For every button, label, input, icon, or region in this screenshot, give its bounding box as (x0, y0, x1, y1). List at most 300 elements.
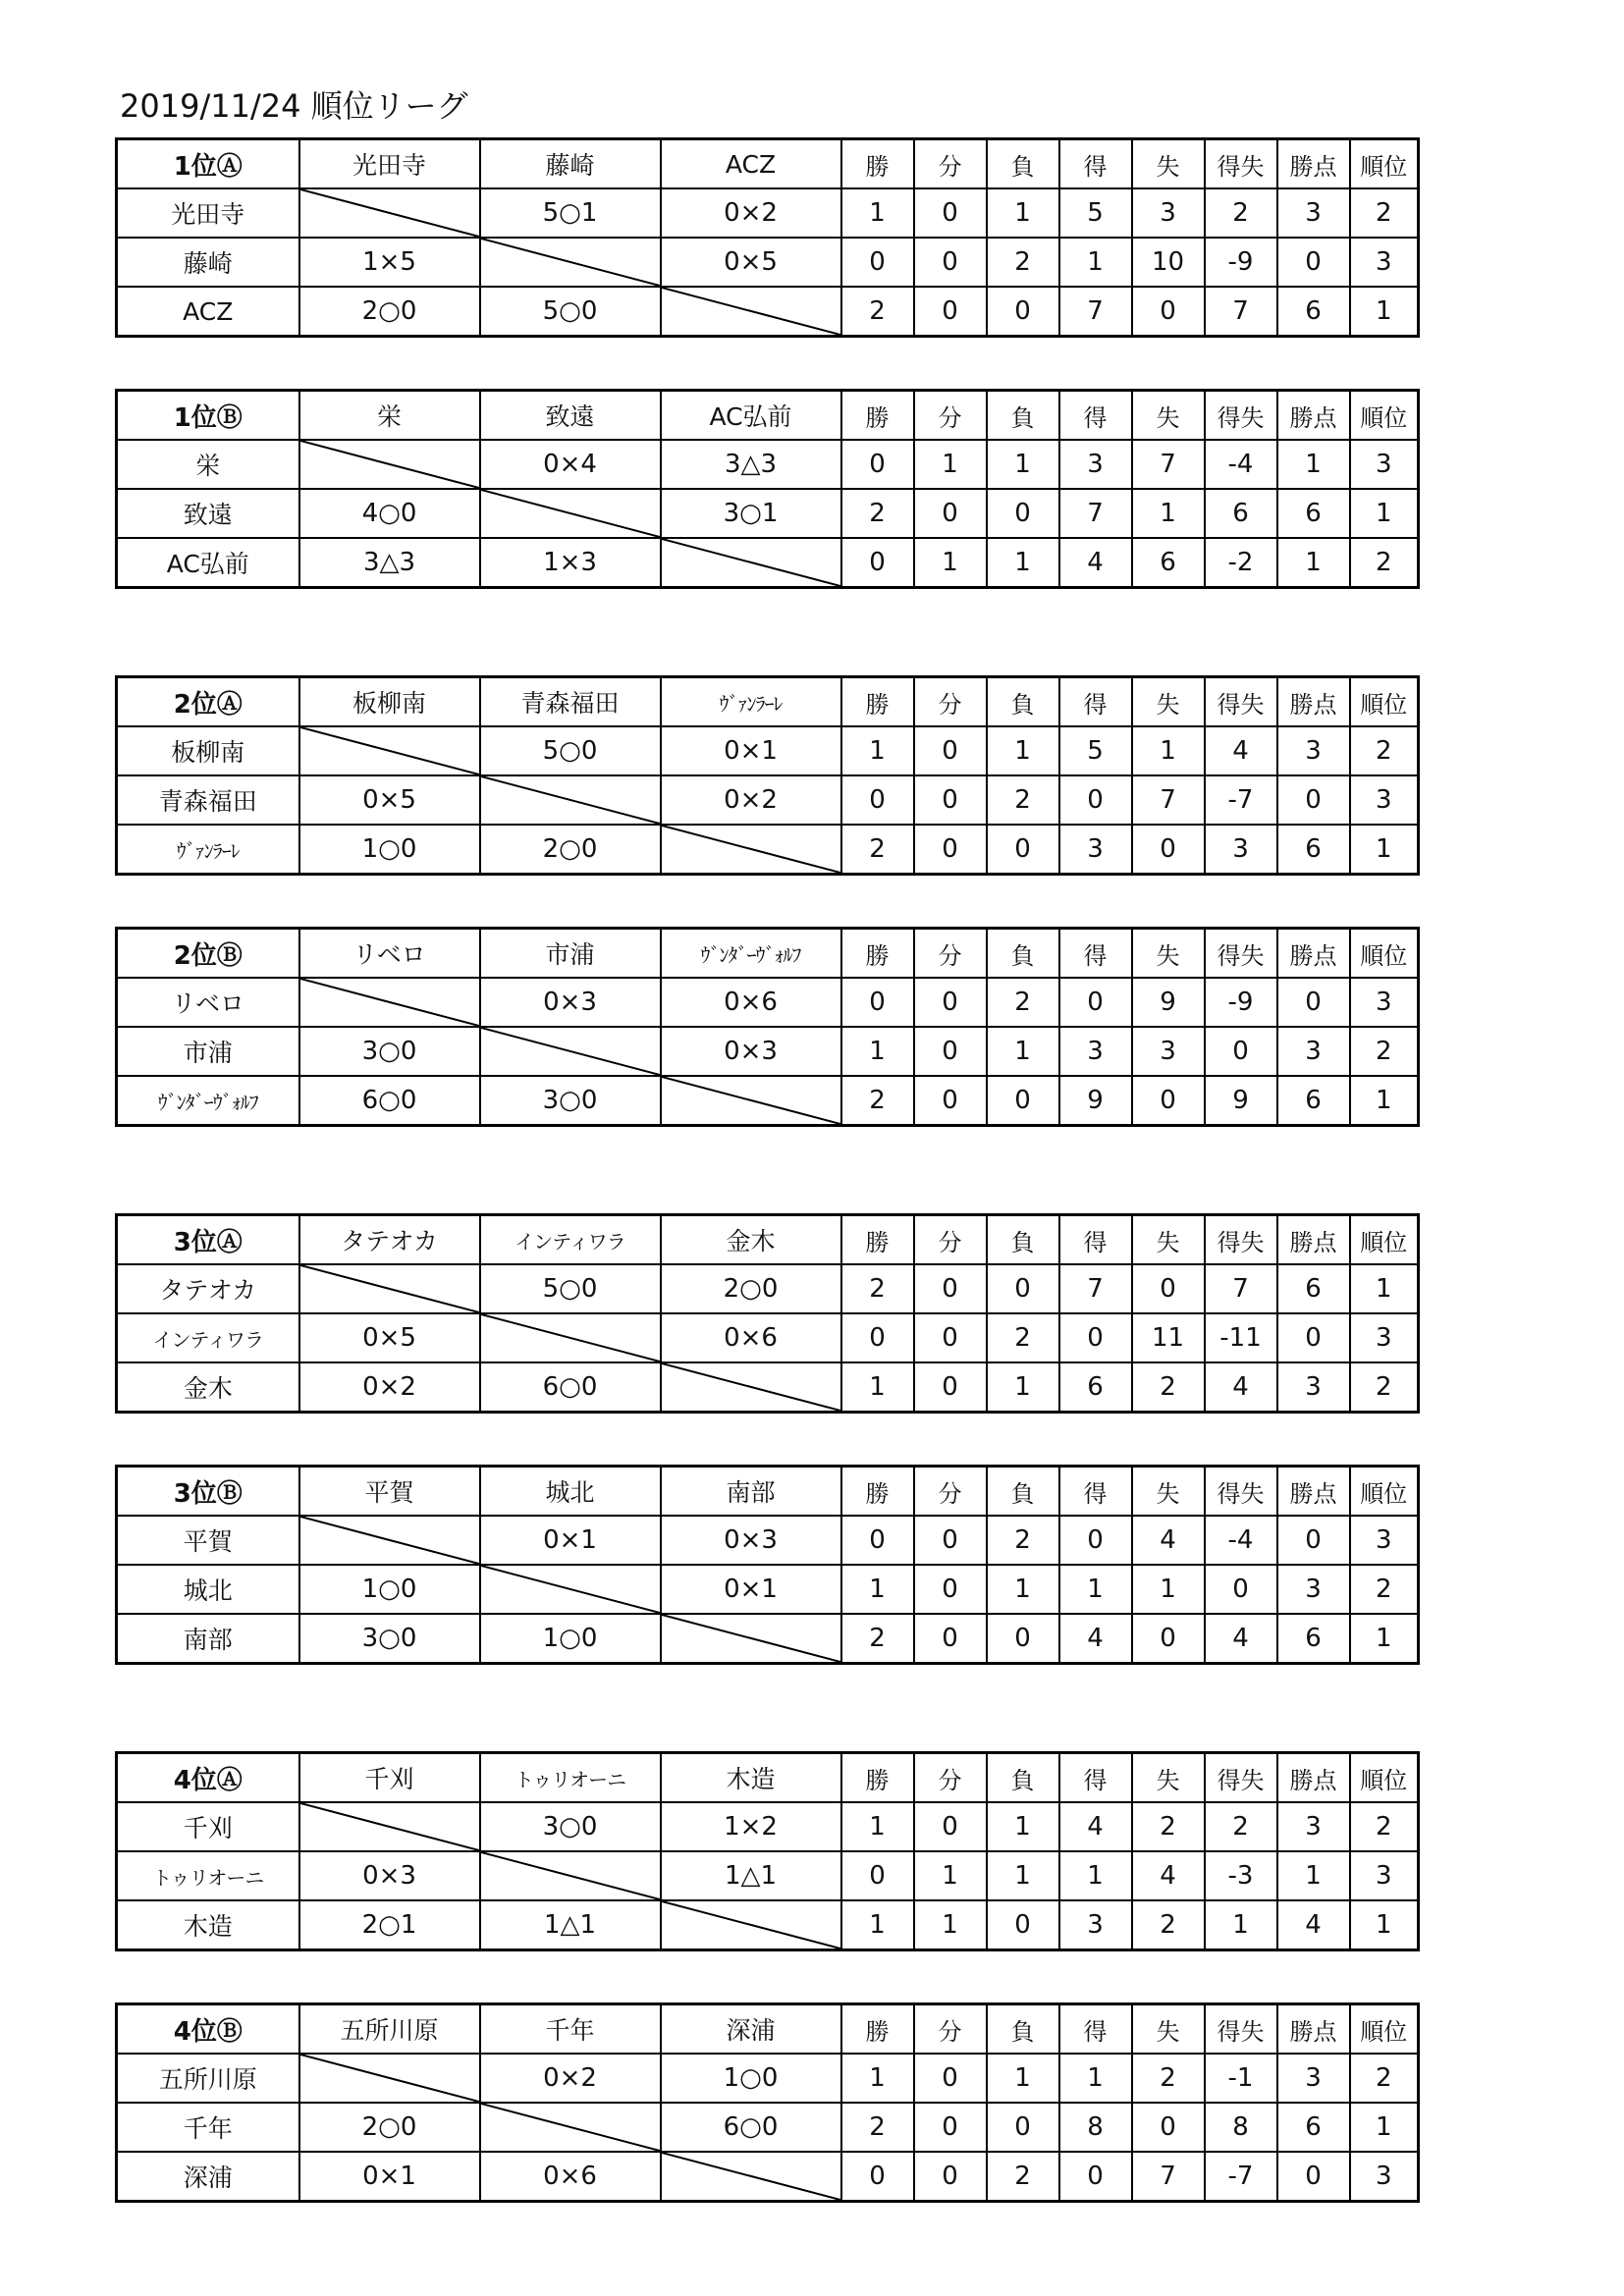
team-header: 青森福田 (480, 677, 661, 727)
stat-header: 得失 (1205, 391, 1277, 441)
stat-value: -4 (1205, 440, 1277, 489)
stat-header: 負 (987, 929, 1059, 979)
match-result: 1△1 (480, 1900, 661, 1950)
table-row (117, 238, 1419, 287)
row-team-name: リベロ (117, 978, 299, 1027)
match-result: 3△3 (661, 440, 841, 489)
stat-value: 0 (1059, 978, 1132, 1027)
diagonal-line (481, 2104, 660, 2151)
stat-value: 0 (914, 1076, 987, 1126)
stat-value: 4 (1205, 1362, 1277, 1413)
stat-value: 1 (1350, 1076, 1419, 1126)
row-team-name: 板柳南 (117, 726, 299, 775)
stat-header: 分 (914, 1215, 987, 1265)
diagonal-line (300, 1265, 479, 1312)
stat-value: 0 (1205, 1027, 1277, 1076)
match-result: 2○0 (480, 825, 661, 875)
match-result: 5○0 (480, 726, 661, 775)
stat-value: 0 (1277, 238, 1350, 287)
diagonal-line (481, 1028, 660, 1075)
stat-header: 失 (1132, 139, 1205, 189)
row-team-name: 千年 (117, 2103, 299, 2152)
stat-header: 勝 (841, 139, 914, 189)
match-result: 6○0 (299, 1076, 480, 1126)
stat-header: 得 (1059, 929, 1132, 979)
stat-value: 2 (987, 238, 1059, 287)
stat-value: 6 (1277, 825, 1350, 875)
stat-value: 5 (1059, 188, 1132, 238)
stat-header: 勝 (841, 391, 914, 441)
diagonal-line (662, 1901, 840, 1949)
stat-value: 0 (1059, 1313, 1132, 1362)
stat-value: 3 (1350, 440, 1419, 489)
match-result: 5○1 (480, 188, 661, 238)
stat-value: 0 (914, 1362, 987, 1413)
stat-value: 0 (1059, 1516, 1132, 1565)
team-header: 光田寺 (299, 139, 480, 189)
stat-value: 1 (987, 538, 1059, 588)
match-result: 6○0 (480, 1362, 661, 1413)
stat-header: 失 (1132, 929, 1205, 979)
match-result: 0×2 (661, 188, 841, 238)
stat-header: 勝 (841, 1467, 914, 1517)
team-header: 南部 (661, 1467, 841, 1517)
diagonal-line (481, 239, 660, 286)
stat-value: 1 (987, 1851, 1059, 1900)
stat-value: 0 (1277, 1313, 1350, 1362)
row-team-name: 平賀 (117, 1516, 299, 1565)
stat-header: 順位 (1350, 1467, 1419, 1517)
stat-header: 分 (914, 1467, 987, 1517)
diagonal-line (300, 1803, 479, 1850)
row-team-name: タテオカ (117, 1264, 299, 1313)
match-result: 0×2 (299, 1362, 480, 1413)
match-result: 1○0 (299, 1565, 480, 1614)
team-header: ｳﾞﾝﾀﾞｰｳﾞｫﾙﾌ (661, 929, 841, 979)
stat-value: -11 (1205, 1313, 1277, 1362)
stat-value: 1 (914, 538, 987, 588)
team-header: インティワラ (480, 1215, 661, 1265)
stat-value: 0 (1277, 2152, 1350, 2202)
stat-value: -3 (1205, 1851, 1277, 1900)
stat-value: 1 (914, 440, 987, 489)
stat-value: 6 (1277, 2103, 1350, 2152)
match-result: 2○0 (661, 1264, 841, 1313)
row-team-name: 千刈 (117, 1802, 299, 1851)
group-label: 4位Ⓑ (117, 2004, 299, 2055)
stat-value: 1 (1350, 825, 1419, 875)
stat-header: 勝点 (1277, 1215, 1350, 1265)
match-result: 1△1 (661, 1851, 841, 1900)
stat-header: 得 (1059, 2004, 1132, 2055)
stat-header: 勝点 (1277, 1467, 1350, 1517)
match-result: 0×1 (661, 1565, 841, 1614)
stat-value: 5 (1059, 726, 1132, 775)
stat-value: 6 (1277, 1614, 1350, 1664)
stat-value: 7 (1132, 2152, 1205, 2202)
stat-value: 2 (841, 489, 914, 538)
stat-value: -2 (1205, 538, 1277, 588)
stat-header: 得失 (1205, 2004, 1277, 2055)
self-match-cell (661, 825, 841, 875)
row-team-name: 金木 (117, 1362, 299, 1413)
league-table (115, 1465, 1420, 1665)
stat-value: 2 (1350, 2054, 1419, 2103)
table-row (117, 726, 1419, 775)
stat-value: 3 (1277, 188, 1350, 238)
team-header: 城北 (480, 1467, 661, 1517)
stat-value: 0 (987, 2103, 1059, 2152)
stat-value: 6 (1277, 1264, 1350, 1313)
stat-value: 1 (1350, 1900, 1419, 1950)
stat-header: 順位 (1350, 139, 1419, 189)
stat-value: 3 (1059, 1027, 1132, 1076)
match-result: 3○0 (299, 1614, 480, 1664)
stat-value: 1 (1277, 440, 1350, 489)
match-result: 0×3 (480, 978, 661, 1027)
self-match-cell (480, 1851, 661, 1900)
diagonal-line (662, 1615, 840, 1662)
stat-header: 失 (1132, 1215, 1205, 1265)
stat-header: 失 (1132, 2004, 1205, 2055)
stat-value: 1 (1132, 489, 1205, 538)
stat-value: -9 (1205, 238, 1277, 287)
match-result: 2○1 (299, 1900, 480, 1950)
table-row (117, 1900, 1419, 1950)
stat-value: 0 (1132, 1076, 1205, 1126)
stat-value: 1 (1059, 2054, 1132, 2103)
stat-header: 勝点 (1277, 677, 1350, 727)
self-match-cell (480, 775, 661, 825)
self-match-cell (661, 287, 841, 337)
self-match-cell (661, 538, 841, 588)
stat-value: 0 (987, 1264, 1059, 1313)
stat-value: 6 (1205, 489, 1277, 538)
stat-header: 勝点 (1277, 2004, 1350, 2055)
stat-value: 1 (1350, 287, 1419, 337)
team-header: 千刈 (299, 1753, 480, 1803)
table-row (117, 1565, 1419, 1614)
stat-value: 1 (987, 188, 1059, 238)
group-label: 3位Ⓐ (117, 1215, 299, 1265)
stat-value: 0 (987, 825, 1059, 875)
match-result: 0×3 (661, 1027, 841, 1076)
stat-value: 0 (841, 978, 914, 1027)
table-header-row (117, 1215, 1419, 1265)
match-result: 0×6 (661, 978, 841, 1027)
stat-value: 0 (914, 2152, 987, 2202)
table-row (117, 978, 1419, 1027)
stat-value: 3 (1205, 825, 1277, 875)
row-team-name: ｳﾞﾝﾀﾞｰｳﾞｫﾙﾌ (117, 1076, 299, 1126)
self-match-cell (480, 1565, 661, 1614)
stat-value: -7 (1205, 2152, 1277, 2202)
self-match-cell (299, 2054, 480, 2103)
stat-value: 1 (1350, 1264, 1419, 1313)
stat-header: 失 (1132, 391, 1205, 441)
stat-value: 4 (1205, 726, 1277, 775)
team-header: トゥリオーニ (480, 1753, 661, 1803)
team-header: ACZ (661, 139, 841, 189)
match-result: 6○0 (661, 2103, 841, 2152)
team-header: 千年 (480, 2004, 661, 2055)
league-table (115, 1213, 1420, 1414)
stat-header: 得 (1059, 139, 1132, 189)
group-label: 3位Ⓑ (117, 1467, 299, 1517)
stat-value: 0 (1205, 1565, 1277, 1614)
stat-value: 0 (987, 1614, 1059, 1664)
stat-header: 勝 (841, 1753, 914, 1803)
stat-value: 2 (841, 825, 914, 875)
group-label: 2位Ⓐ (117, 677, 299, 727)
diagonal-line (662, 1363, 840, 1411)
stat-value: 0 (841, 1851, 914, 1900)
match-result: 1○0 (480, 1614, 661, 1664)
stat-value: 0 (1059, 775, 1132, 825)
match-result: 0×1 (661, 726, 841, 775)
stat-header: 負 (987, 1753, 1059, 1803)
stat-value: 2 (1350, 188, 1419, 238)
team-header: リベロ (299, 929, 480, 979)
stat-value: 2 (1132, 1900, 1205, 1950)
row-team-name: 致遠 (117, 489, 299, 538)
stat-header: 得 (1059, 677, 1132, 727)
stat-value: 2 (1350, 1027, 1419, 1076)
table-row (117, 188, 1419, 238)
stat-header: 負 (987, 2004, 1059, 2055)
diagonal-line (662, 1077, 840, 1124)
stat-value: 8 (1059, 2103, 1132, 2152)
stat-value: 10 (1132, 238, 1205, 287)
stat-value: -1 (1205, 2054, 1277, 2103)
diagonal-line (300, 727, 479, 774)
stat-value: 1 (987, 1027, 1059, 1076)
stat-value: 7 (1205, 1264, 1277, 1313)
match-result: 1×5 (299, 238, 480, 287)
league-table (115, 389, 1420, 589)
stat-value: 3 (1277, 1027, 1350, 1076)
stat-value: 1 (987, 2054, 1059, 2103)
team-header: タテオカ (299, 1215, 480, 1265)
self-match-cell (299, 1516, 480, 1565)
stat-value: 0 (914, 1313, 987, 1362)
stat-header: 得失 (1205, 1467, 1277, 1517)
league-table (115, 927, 1420, 1127)
self-match-cell (661, 2152, 841, 2202)
table-row (117, 1802, 1419, 1851)
stat-value: 11 (1132, 1313, 1205, 1362)
team-header: 市浦 (480, 929, 661, 979)
stat-value: 1 (1059, 1851, 1132, 1900)
table-row (117, 1313, 1419, 1362)
diagonal-line (481, 490, 660, 537)
team-header: 藤崎 (480, 139, 661, 189)
stat-value: 2 (987, 1313, 1059, 1362)
row-team-name: 青森福田 (117, 775, 299, 825)
stat-value: 2 (1132, 1362, 1205, 1413)
table-header-row (117, 677, 1419, 727)
diagonal-line (481, 1314, 660, 1362)
stat-value: 3 (1059, 1900, 1132, 1950)
stat-header: 失 (1132, 1753, 1205, 1803)
row-team-name: 木造 (117, 1900, 299, 1950)
stat-value: 2 (1132, 1802, 1205, 1851)
self-match-cell (661, 1076, 841, 1126)
stat-value: 7 (1059, 287, 1132, 337)
stat-value: 2 (841, 1614, 914, 1664)
stat-header: 得失 (1205, 1215, 1277, 1265)
table-row (117, 2152, 1419, 2202)
stat-value: 7 (1059, 489, 1132, 538)
stat-value: 1 (987, 440, 1059, 489)
table-header-row (117, 1467, 1419, 1517)
stat-value: 0 (914, 238, 987, 287)
stat-value: 4 (1132, 1851, 1205, 1900)
stat-value: 9 (1205, 1076, 1277, 1126)
stat-header: 順位 (1350, 1215, 1419, 1265)
stat-header: 負 (987, 677, 1059, 727)
stat-header: 負 (987, 1467, 1059, 1517)
stat-value: 2 (841, 1076, 914, 1126)
stat-value: 0 (914, 1264, 987, 1313)
stat-value: 3 (1132, 1027, 1205, 1076)
match-result: 0×6 (661, 1313, 841, 1362)
stat-value: 4 (1059, 538, 1132, 588)
stat-value: 7 (1205, 287, 1277, 337)
league-table (115, 675, 1420, 876)
stat-value: 1 (1350, 2103, 1419, 2152)
self-match-cell (661, 1362, 841, 1413)
match-result: 3○0 (480, 1802, 661, 1851)
table-row (117, 440, 1419, 489)
table-row (117, 2103, 1419, 2152)
stat-value: 3 (1132, 188, 1205, 238)
stat-value: 1 (841, 1362, 914, 1413)
stat-value: 1 (1132, 1565, 1205, 1614)
stat-value: 2 (987, 1516, 1059, 1565)
stat-value: 0 (914, 1565, 987, 1614)
stat-header: 順位 (1350, 2004, 1419, 2055)
stat-value: 1 (1350, 489, 1419, 538)
stat-header: 失 (1132, 677, 1205, 727)
stat-value: 1 (841, 1802, 914, 1851)
match-result: 0×5 (661, 238, 841, 287)
table-row (117, 825, 1419, 875)
stat-value: 4 (1059, 1614, 1132, 1664)
stat-value: 9 (1059, 1076, 1132, 1126)
stat-value: 0 (1059, 2152, 1132, 2202)
stat-value: 1 (841, 726, 914, 775)
diagonal-line (300, 441, 479, 488)
stat-header: 得失 (1205, 677, 1277, 727)
stat-value: 0 (841, 440, 914, 489)
diagonal-line (662, 2153, 840, 2200)
table-header-row (117, 391, 1419, 441)
stat-value: 0 (1277, 1516, 1350, 1565)
self-match-cell (299, 440, 480, 489)
stat-header: 分 (914, 391, 987, 441)
match-result: 0×5 (299, 1313, 480, 1362)
match-result: 1○0 (299, 825, 480, 875)
table-header-row (117, 2004, 1419, 2055)
stat-header: 得 (1059, 1753, 1132, 1803)
match-result: 0×5 (299, 775, 480, 825)
stat-value: 1 (987, 1802, 1059, 1851)
stat-value: 4 (1277, 1900, 1350, 1950)
stat-header: 勝点 (1277, 139, 1350, 189)
stat-header: 分 (914, 677, 987, 727)
group-label: 1位Ⓐ (117, 139, 299, 189)
stat-value: -9 (1205, 978, 1277, 1027)
team-header: 五所川原 (299, 2004, 480, 2055)
stat-value: 3 (1350, 775, 1419, 825)
self-match-cell (299, 188, 480, 238)
self-match-cell (480, 1313, 661, 1362)
stat-header: 失 (1132, 1467, 1205, 1517)
table-row (117, 1851, 1419, 1900)
stat-header: 順位 (1350, 391, 1419, 441)
stat-value: 1 (841, 1900, 914, 1950)
table-row (117, 1027, 1419, 1076)
stat-header: 得失 (1205, 929, 1277, 979)
stat-value: 7 (1132, 775, 1205, 825)
stat-value: 0 (1132, 1614, 1205, 1664)
match-result: 2○0 (299, 2103, 480, 2152)
stat-value: 0 (841, 2152, 914, 2202)
table-row (117, 1614, 1419, 1664)
team-header: 金木 (661, 1215, 841, 1265)
diagonal-line (300, 979, 479, 1026)
stat-header: 負 (987, 391, 1059, 441)
diagonal-line (481, 1566, 660, 1613)
stat-value: 0 (914, 775, 987, 825)
row-team-name: 栄 (117, 440, 299, 489)
stat-value: -7 (1205, 775, 1277, 825)
stat-header: 分 (914, 929, 987, 979)
stat-value: 0 (914, 2054, 987, 2103)
stat-value: 3 (1277, 1362, 1350, 1413)
row-team-name: 光田寺 (117, 188, 299, 238)
stat-value: 6 (1277, 1076, 1350, 1126)
stat-value: 3 (1059, 440, 1132, 489)
match-result: 5○0 (480, 287, 661, 337)
diagonal-line (300, 189, 479, 237)
diagonal-line (481, 1852, 660, 1899)
match-result: 1○0 (661, 2054, 841, 2103)
team-header: 致遠 (480, 391, 661, 441)
table-header-row (117, 1753, 1419, 1803)
stat-value: 2 (987, 2152, 1059, 2202)
stat-header: 勝 (841, 1215, 914, 1265)
match-result: 3○0 (480, 1076, 661, 1126)
row-team-name: トゥリオーニ (117, 1851, 299, 1900)
table-row (117, 1516, 1419, 1565)
stat-value: 8 (1205, 2103, 1277, 2152)
match-result: 2○0 (299, 287, 480, 337)
match-result: 5○0 (480, 1264, 661, 1313)
group-label: 1位Ⓑ (117, 391, 299, 441)
stat-value: 1 (1205, 1900, 1277, 1950)
stat-value: 9 (1132, 978, 1205, 1027)
stat-value: 0 (914, 287, 987, 337)
stat-value: 0 (841, 538, 914, 588)
self-match-cell (299, 978, 480, 1027)
stat-header: 勝点 (1277, 929, 1350, 979)
match-result: 3△3 (299, 538, 480, 588)
stat-value: 2 (1350, 726, 1419, 775)
stat-value: 2 (987, 978, 1059, 1027)
stat-value: 2 (987, 775, 1059, 825)
